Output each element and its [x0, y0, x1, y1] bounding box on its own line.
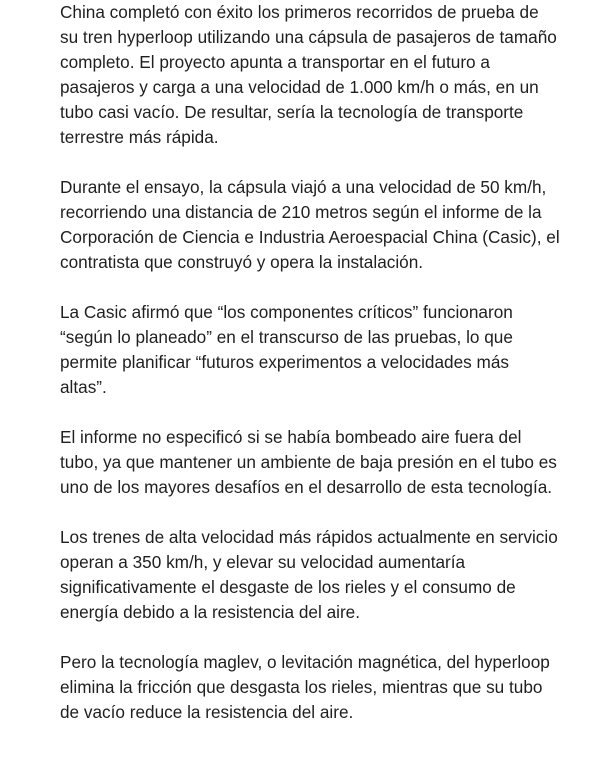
article-body: [60, 0, 560, 750]
paragraph-6: Pero la tecnología maglev, o levitación magnética, del hyperloop elimina la fricción que desgasta los rieles, mientras que su tubo de vacío reduce la resistencia del aire.: [60, 652, 550, 722]
paragraph-5: Los trenes de alta velocidad más rápidos actualmente en servicio operan a 350 km/h, y elevar su velocidad aumentaría significativamente el desgaste de los rieles y el consumo de energía debido a la resistencia del aire.: [60, 527, 558, 622]
paragraph-3: La Casic afirmó que “los componentes críticos” funcionaron “según lo planeado” en el transcurso de las pruebas, lo que permite planificar “futuros experimentos a velocidades más altas”.: [60, 302, 513, 397]
paragraph-1: China completó con éxito los primeros recorridos de prueba de su tren hyperloop utilizando una cápsula de pasajeros de tamaño completo. El proyecto apunta a transportar en el futuro a pasajeros y carga a una velocidad de 1.000 km/h o más, en un tubo casi vacío. De resultar, sería la tecnología de transporte terrestre más rápida.: [60, 2, 557, 147]
paragraph-2: Durante el ensayo, la cápsula viajó a una velocidad de 50 km/h, recorriendo una distancia de 210 metros según el informe de la Corporación de Ciencia e Industria Aeroespacial China (Casic), el contratista que construyó y opera la instalación.: [60, 177, 560, 272]
paragraph-4: El informe no especificó si se había bombeado aire fuera del tubo, ya que mantener un ambiente de baja presión en el tubo es uno de los mayores desafíos en el desarrollo de esta tecnología.: [60, 427, 557, 497]
